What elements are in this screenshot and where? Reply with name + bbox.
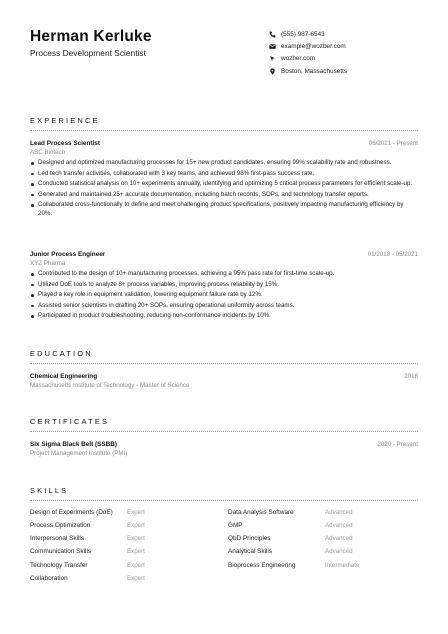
contact-phone-text[interactable]: (555) 987-6543 (281, 30, 325, 38)
experience-role: Junior Process Engineer (30, 251, 106, 258)
resume-job-title: Process Development Scientist (30, 48, 146, 58)
contact-website (268, 53, 347, 65)
skill-level: Expert (127, 535, 145, 542)
certificate-issuer: Project Management Institute (PMI) (30, 450, 128, 457)
resume-name: Herman Kerluke (30, 28, 152, 45)
education-year: 2018 (404, 373, 418, 380)
link-icon (268, 55, 276, 63)
experience-bullet: Led tech transfer activities, collaborated with 3 key teams, and achieved 98% first-pass success rate. (30, 170, 418, 179)
skill-name: Collaboration (30, 575, 68, 582)
experience-bullet: Conducted statistical analysis on 10+ experiments annually, identifying and optimizing 5 critical process parameters for efficient scale-up. (30, 180, 418, 189)
experience-dates: 01/2018 - 05/2021 (367, 251, 418, 258)
experience-bullet: Designed and optimized manufacturing processes for 15+ new product candidates, ensuring 99% scalability rate and robustness. (30, 159, 418, 168)
experience-dates: 06/2021 - Present (368, 140, 418, 147)
skill-name: QbD Principles (228, 535, 271, 542)
skill-name: Analytical Skills (228, 548, 273, 555)
contact-location-text: Boston, Massachusetts (281, 67, 348, 75)
contact-location (268, 65, 347, 77)
experience-role: Lead Process Scientist (30, 140, 100, 147)
skill-level: Expert (127, 522, 145, 529)
certificate-dates: 2020 - Present (377, 441, 418, 448)
skills-heading: SKILLS (30, 486, 69, 495)
experience-heading: EXPERIENCE (30, 116, 100, 125)
certificate-name: Six Sigma Black Belt (SSBB) (30, 441, 118, 448)
skill-name: GMP (228, 522, 243, 529)
certificates-divider (30, 431, 418, 432)
skill-level: Expert (127, 548, 145, 555)
experience-bullet: Utilized DoE tools to analyze 8+ process variables, improving process reliability by 15%. (30, 281, 418, 290)
experience-bullet: Assisted senior scientists in drafting 20+ SOPs, ensuring operational uniformity across teams. (30, 302, 418, 311)
skill-level: Advanced (325, 522, 353, 529)
experience-bullet: Collaborated cross-functionally to define and meet challenging product specifications, positively impacting manufacturing efficiency by 20%. (30, 201, 418, 218)
certificates-heading: CERTIFICATES (30, 417, 110, 426)
skill-name: Technology Transfer (30, 562, 88, 569)
skill-name: Bioprocess Engineering (228, 562, 296, 569)
skills-divider (30, 500, 418, 501)
skill-name: Process Optimization (30, 522, 91, 529)
experience-company: XYZ Pharma (30, 260, 66, 267)
skill-level: Advanced (325, 509, 353, 516)
experience-bullet: Played a key role in equipment validation, lowering equipment failure rate by 12%. (30, 291, 418, 300)
education-heading: EDUCATION (30, 349, 93, 358)
contact-list (268, 28, 347, 77)
experience-bullet: Participated in product troubleshooting, reducing non-conformance incidents by 10%. (30, 312, 418, 321)
skill-level: Intermediate (325, 562, 360, 569)
contact-website-text[interactable]: wozber.com (281, 55, 316, 63)
phone-icon (268, 30, 276, 38)
experience-bullet: Contributed to the design of 10+ manufacturing processes, achieving a 95% pass rate for first-time scale-up. (30, 270, 418, 279)
experience-bullet-list (30, 159, 418, 221)
contact-email-text[interactable]: example@wozber.com (281, 42, 346, 50)
education-divider (30, 363, 418, 364)
skill-name: Data Analysis Software (228, 509, 294, 516)
experience-bullet: Generated and maintained 25+ accurate documentation, including batch records, SOPs, and technology transfer reports. (30, 191, 418, 200)
experience-divider (30, 130, 418, 131)
skill-name: Communication Skills (30, 548, 92, 555)
email-icon (268, 42, 276, 50)
location-icon (268, 67, 276, 75)
experience-company: ABC Biotech (30, 149, 66, 156)
contact-phone (268, 28, 347, 40)
skill-level: Advanced (325, 535, 353, 542)
education-degree: Chemical Engineering (30, 373, 98, 380)
experience-bullet-list (30, 270, 418, 323)
skill-name: Design of Experiments (DoE) (30, 509, 113, 516)
education-school: Massachusetts Institute of Technology - Master of Science (30, 382, 190, 389)
contact-email (268, 40, 347, 52)
skill-level: Expert (127, 575, 145, 582)
skill-level: Expert (127, 509, 145, 516)
skill-level: Advanced (325, 548, 353, 555)
skill-level: Expert (127, 562, 145, 569)
skill-name: Interpersonal Skills (30, 535, 84, 542)
